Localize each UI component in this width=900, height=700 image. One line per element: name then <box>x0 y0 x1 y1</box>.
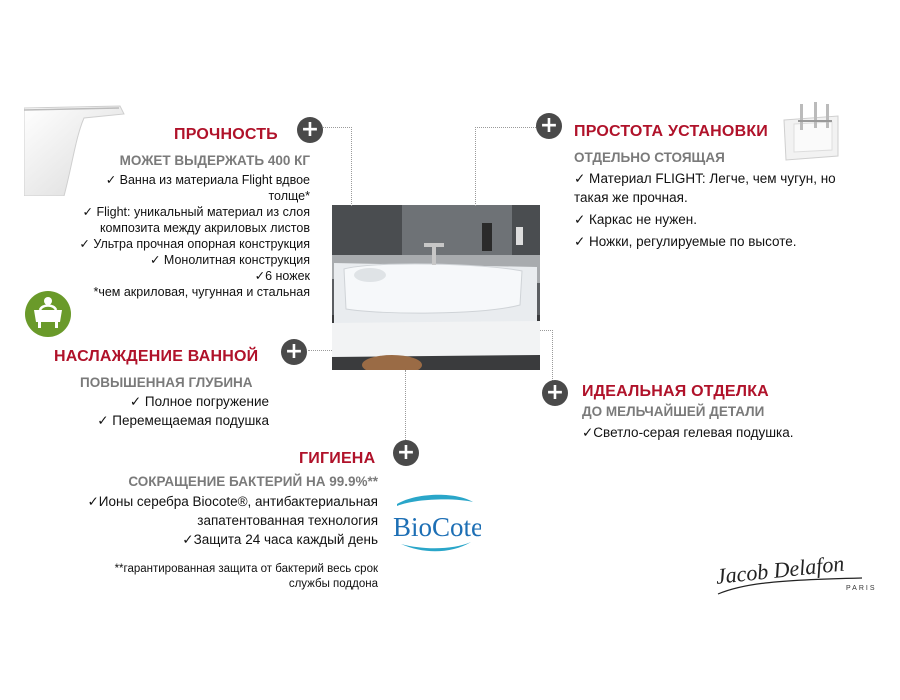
installation-subtitle: ОТДЕЛЬНО СТОЯЩАЯ <box>574 150 725 165</box>
enjoyment-plus-icon[interactable]: + <box>281 339 307 365</box>
enjoyment-item: ✓ Перемещаемая подушка <box>97 413 269 428</box>
strength-item: ✓ Flight: уникальный материал из слоя <box>82 205 310 219</box>
connector-installation <box>475 127 536 206</box>
green-bathtub-icon <box>24 290 72 338</box>
enjoyment-subtitle: ПОВЫШЕННАЯ ГЛУБИНА <box>80 375 253 390</box>
strength-title: ПРОЧНОСТЬ <box>174 126 278 143</box>
strength-item: ✓ Ультра прочная опорная конструкция <box>79 237 310 251</box>
enjoyment-title: НАСЛАЖДЕНИЕ ВАННОЙ <box>54 348 259 365</box>
jacob-delafon-logo <box>712 544 882 604</box>
hygiene-item: ✓Защита 24 часа каждый день <box>182 532 378 547</box>
installation-item: такая же прочная. <box>574 190 688 205</box>
finish-subtitle: ДО МЕЛЬЧАЙШЕЙ ДЕТАЛИ <box>582 404 765 419</box>
finish-item: ✓Светло-серая гелевая подушка. <box>582 425 794 440</box>
installation-title: ПРОСТОТА УСТАНОВКИ <box>574 123 768 140</box>
finish-plus-icon[interactable]: + <box>542 380 568 406</box>
hygiene-plus-icon[interactable]: + <box>393 440 419 466</box>
connector-hygiene <box>405 370 406 440</box>
hygiene-item: запатентованная технология <box>197 513 378 528</box>
strength-item: ✓ Монолитная конструкция <box>149 253 310 267</box>
tub-frame-image <box>780 100 842 162</box>
strength-item: композита между акриловых листов <box>99 221 310 235</box>
hygiene-footnote <box>60 562 378 592</box>
hygiene-list <box>40 492 378 549</box>
connector-strength <box>323 127 352 206</box>
strength-subtitle: МОЖЕТ ВЫДЕРЖАТЬ 400 КГ <box>119 153 310 168</box>
strength-item: толще* <box>268 189 310 203</box>
signature-text: Jacob Delafon <box>714 550 846 589</box>
hygiene-item: ✓Ионы серебра Biocote®, антибактериальная <box>87 494 378 509</box>
finish-title: ИДЕАЛЬНАЯ ОТДЕЛКА <box>582 383 769 400</box>
connector-enjoyment <box>308 350 332 351</box>
bathroom-photo <box>332 205 540 370</box>
strength-item: *чем акриловая, чугунная и стальная <box>93 285 310 299</box>
hygiene-title: ГИГИЕНА <box>299 450 376 467</box>
city-text: PARIS <box>846 585 877 592</box>
installation-list <box>574 169 874 251</box>
strength-plus-icon[interactable]: + <box>297 117 323 143</box>
enjoyment-item: ✓ Полное погружение <box>129 394 269 409</box>
strength-item: ✓ Ванна из материала Flight вдвое <box>105 173 310 187</box>
enjoyment-list <box>40 392 269 430</box>
footnote-line: службы поддона <box>288 578 378 590</box>
installation-item: ✓ Ножки, регулируемые по высоте. <box>574 234 797 249</box>
installation-plus-icon[interactable]: + <box>536 113 562 139</box>
biocote-logo <box>387 492 481 560</box>
footnote-line: **гарантированная защита от бактерий весь срок <box>114 563 378 575</box>
installation-item: ✓ Каркас не нужен. <box>574 212 697 227</box>
biocote-text: BioCote <box>393 512 481 542</box>
finish-list <box>582 423 872 442</box>
installation-item: ✓ Материал FLIGHT: Легче, чем чугун, но <box>574 171 836 186</box>
strength-item: ✓6 ножек <box>254 269 310 283</box>
hygiene-subtitle: СОКРАЩЕНИЕ БАКТЕРИЙ НА 99.9%** <box>128 474 378 489</box>
strength-list <box>40 172 310 300</box>
